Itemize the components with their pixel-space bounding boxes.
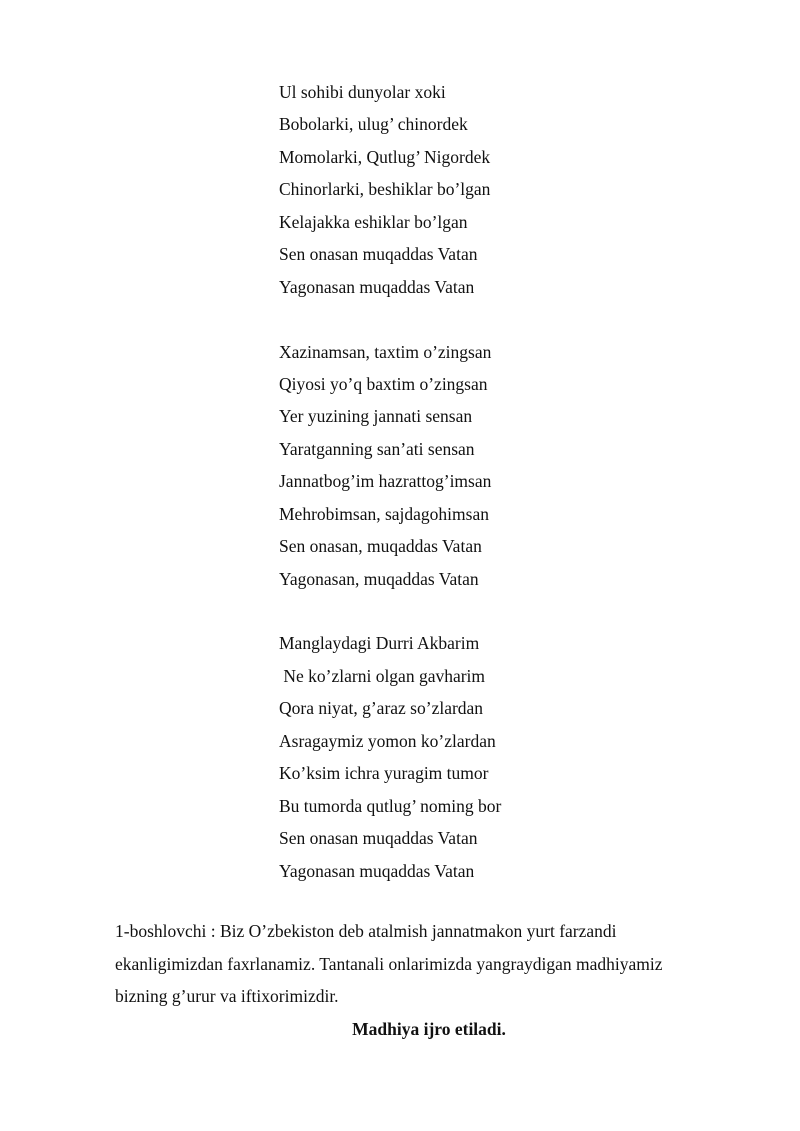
poem-line: Manglaydagi Durri Akbarim bbox=[279, 633, 480, 654]
poem-line: Yagonasan, muqaddas Vatan bbox=[279, 568, 479, 589]
poem-line: Sen onasan muqaddas Vatan bbox=[279, 244, 478, 265]
anthem-instruction: Madhiya ijro etiladi. bbox=[352, 1019, 506, 1039]
poem-line: Yer yuzining jannati sensan bbox=[279, 406, 473, 427]
poem-line: Ne ko’zlarni olgan gavharim bbox=[279, 665, 486, 686]
poem-line: Qiyosi yo’q baxtim o’zingsan bbox=[279, 373, 488, 394]
poem-line: Yaratganning san’ati sensan bbox=[279, 438, 475, 459]
paragraph-line: ekanligimizdan faxrlanamiz. Tantanali onlarimizda yangraydigan madhiyamiz bbox=[115, 953, 663, 974]
poem-line: Jannatbog’im hazrattog’imsan bbox=[279, 471, 492, 492]
poem bbox=[279, 76, 501, 887]
poem-line: Asragaymiz yomon ko’zlardan bbox=[279, 730, 496, 751]
poem-line: Chinorlarki, beshiklar bo’lgan bbox=[279, 179, 491, 200]
paragraph-line: 1-boshlovchi : Biz O’zbekiston deb atalmish jannatmakon yurt farzandi bbox=[115, 921, 617, 941]
poem-line: Momolarki, Qutlug’ Nigordek bbox=[279, 146, 491, 167]
poem-line: Qora niyat, g’araz so’zlardan bbox=[279, 698, 484, 719]
paragraph-line: bizning g’urur va iftixorimizdir. bbox=[115, 986, 339, 1006]
poem-line: Sen onasan muqaddas Vatan bbox=[279, 828, 478, 849]
poem-line: Mehrobimsan, sajdagohimsan bbox=[279, 503, 489, 524]
presenter-paragraph bbox=[115, 915, 715, 1013]
poem-line: Kelajakka eshiklar bo’lgan bbox=[279, 211, 468, 232]
poem-stanza-2 bbox=[279, 336, 501, 596]
poem-line: Yagonasan muqaddas Vatan bbox=[279, 276, 475, 297]
poem-stanza-1 bbox=[279, 76, 501, 303]
poem-line: Bobolarki, ulug’ chinordek bbox=[279, 114, 468, 135]
poem-line: Yagonasan muqaddas Vatan bbox=[279, 860, 475, 881]
poem-line: Ul sohibi dunyolar xoki bbox=[279, 82, 446, 102]
poem-stanza-3 bbox=[279, 627, 501, 887]
poem-line: Xazinamsan, taxtim o’zingsan bbox=[279, 341, 492, 362]
poem-line: Bu tumorda qutlug’ noming bor bbox=[279, 795, 502, 816]
poem-line: Ko’ksim ichra yuragim tumor bbox=[279, 763, 489, 784]
poem-line: Sen onasan, muqaddas Vatan bbox=[279, 536, 482, 557]
